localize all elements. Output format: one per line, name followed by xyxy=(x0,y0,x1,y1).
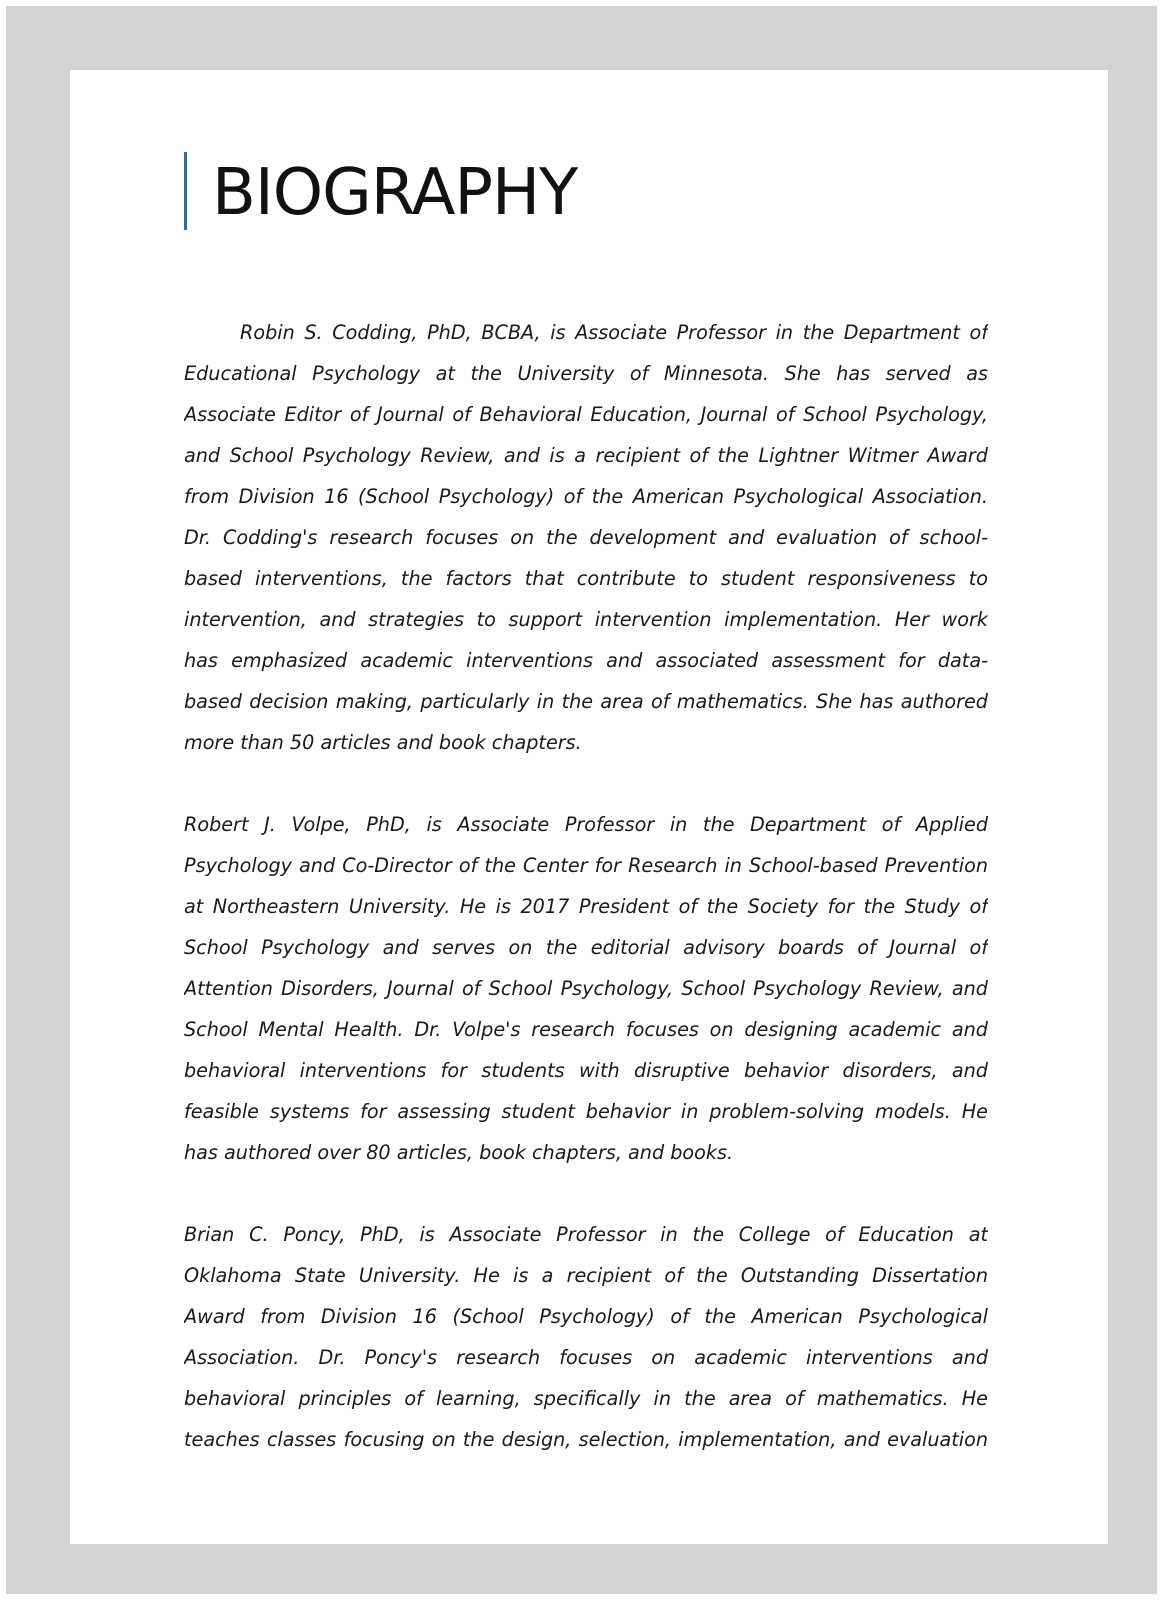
heading-accent-bar xyxy=(184,152,187,230)
text-line: feasible systems for assessing student behavior in problem-solving models. He xyxy=(184,1100,988,1123)
text-line: Psychology and Co-Director of the Center for Research in School-based Prevention xyxy=(184,854,988,877)
text-line: Association. Dr. Poncy's research focuses on academic interventions and xyxy=(184,1346,988,1369)
text-line: has emphasized academic interventions and associated assessment for data- xyxy=(184,649,988,672)
text-line: based decision making, particularly in the area of mathematics. She has authored xyxy=(184,690,988,713)
text-line: Robin S. Codding, PhD, BCBA, is Associate Professor in the Department of xyxy=(240,321,988,344)
text-line: teaches classes focusing on the design, selection, implementation, and evaluation xyxy=(184,1428,988,1451)
text-line: Robert J. Volpe, PhD, is Associate Professor in the Department of Applied xyxy=(184,813,988,836)
text-line: Oklahoma State University. He is a recipient of the Outstanding Dissertation xyxy=(184,1264,988,1287)
text-line: Attention Disorders, Journal of School Psychology, School Psychology Review, and xyxy=(184,977,988,1000)
bio-paragraph-volpe xyxy=(184,804,988,1173)
text-line: based interventions, the factors that contribute to student responsiveness to xyxy=(184,567,988,590)
text-line: intervention, and strategies to support intervention implementation. Her work xyxy=(184,608,988,631)
text-line: behavioral interventions for students with disruptive behavior disorders, and xyxy=(184,1059,988,1082)
text-line: Associate Editor of Journal of Behavioral Education, Journal of School Psychology, xyxy=(184,403,988,426)
bio-paragraph-codding xyxy=(184,312,988,763)
text-line: Educational Psychology at the University of Minnesota. She has served as xyxy=(184,362,988,385)
text-line: School Psychology and serves on the editorial advisory boards of Journal of xyxy=(184,936,988,959)
page-border xyxy=(6,6,1157,1594)
text-line: from Division 16 (School Psychology) of the American Psychological Association. xyxy=(184,485,988,508)
text-line: Dr. Codding's research focuses on the development and evaluation of school- xyxy=(184,526,988,549)
text-line: has authored over 80 articles, book chapters, and books. xyxy=(184,1141,734,1164)
text-line: Brian C. Poncy, PhD, is Associate Professor in the College of Education at xyxy=(184,1223,988,1246)
text-line: Award from Division 16 (School Psychology) of the American Psychological xyxy=(184,1305,988,1328)
text-line: behavioral principles of learning, specifically in the area of mathematics. He xyxy=(184,1387,988,1410)
bio-paragraph-poncy xyxy=(184,1214,988,1460)
biography-text xyxy=(184,312,988,1500)
text-line: at Northeastern University. He is 2017 President of the Society for the Study of xyxy=(184,895,988,918)
text-line: more than 50 articles and book chapters. xyxy=(184,731,582,754)
page-title: BIOGRAPHY xyxy=(212,156,578,230)
text-line: School Mental Health. Dr. Volpe's research focuses on designing academic and xyxy=(184,1018,988,1041)
text-line: and School Psychology Review, and is a recipient of the Lightner Witmer Award xyxy=(184,444,988,467)
document-page xyxy=(70,70,1108,1544)
